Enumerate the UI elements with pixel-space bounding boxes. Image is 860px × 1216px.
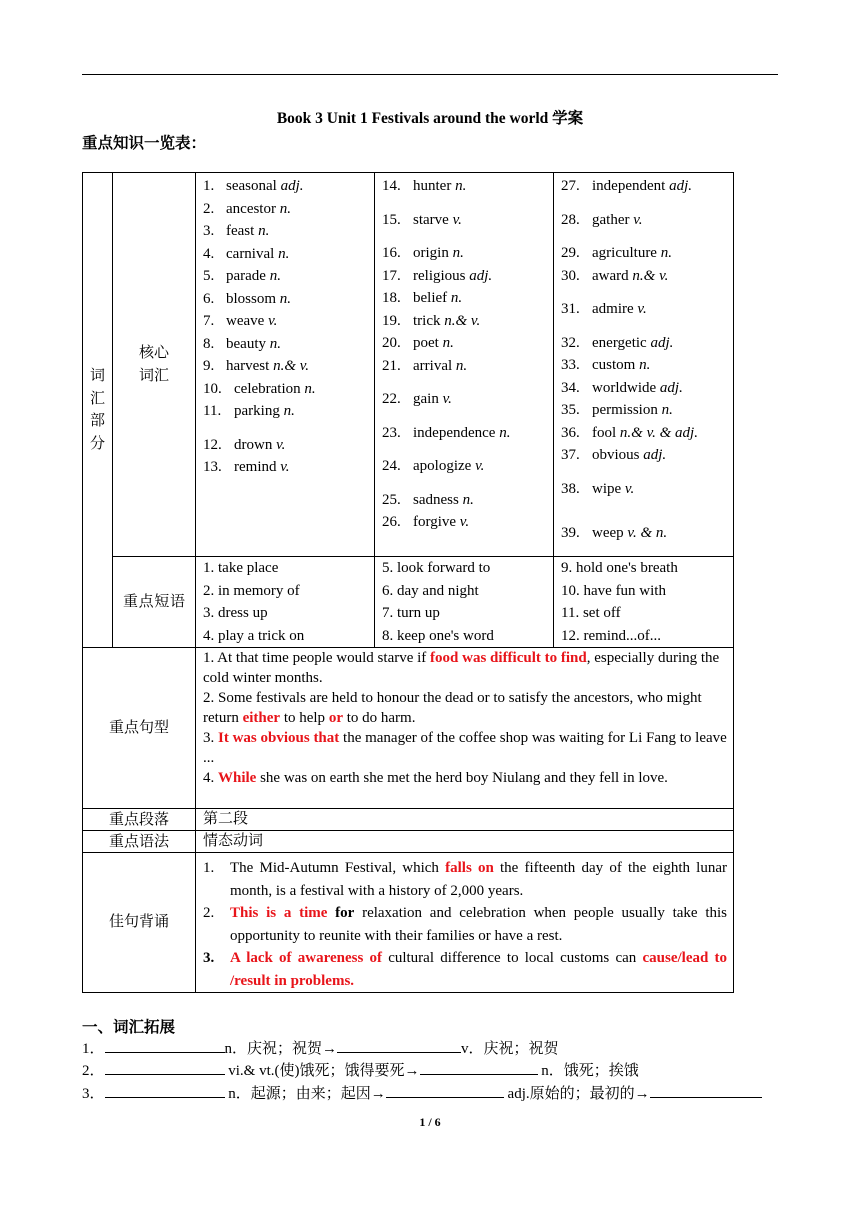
vocab-item: 22. gain v. xyxy=(382,391,452,407)
vocab-col-2 xyxy=(375,173,554,557)
vocab-item: 15. starve v. xyxy=(382,211,462,228)
vocab-item: 24. apologize v. xyxy=(382,458,485,474)
core-vocab-label: 核心词汇 xyxy=(113,173,196,557)
vocab-item: 13. remind v. xyxy=(203,459,290,475)
vocab-item: 32. energetic adj. xyxy=(561,334,674,351)
vocab-item: 5. parade n. xyxy=(203,268,281,284)
answer-blank[interactable] xyxy=(386,1083,504,1098)
exercise-1: 1． n．庆祝；祝贺→ v．庆祝；祝贺 xyxy=(82,1037,559,1058)
answer-blank[interactable] xyxy=(105,1038,225,1053)
vocab-item: 31. admire v. xyxy=(561,301,647,317)
sentence-3: 3. It was obvious that the manager of the coffee shop was waiting for Li Fang to leave ... xyxy=(203,730,727,766)
phrases-col-3 xyxy=(554,557,734,648)
vocab-col-1 xyxy=(196,173,375,557)
vocab-item: 26. forgive v. xyxy=(382,514,470,530)
section-vocab-expansion: 一、词汇拓展 xyxy=(82,1019,176,1036)
phrase-item: 8. keep one's word xyxy=(382,627,494,644)
vocab-item: 9. harvest n.& v. xyxy=(203,358,310,374)
vocab-item: 18. belief n. xyxy=(382,290,463,306)
key-sentences-label: 重点句型 xyxy=(83,648,196,809)
vocab-item: 2. ancestor n. xyxy=(203,200,291,217)
vocab-item: 14. hunter n. xyxy=(382,178,467,194)
key-grammar-label: 重点语法 xyxy=(83,831,196,853)
vocab-item: 29. agriculture n. xyxy=(561,245,672,261)
vocab-item: 34. worldwide adj. xyxy=(561,379,683,396)
sentence-2: 2. Some festivals are held to honour the dead or to satisfy the ancestors, who might return either to help or to do harm. xyxy=(203,690,702,726)
phrase-item: 4. play a trick on xyxy=(203,627,305,644)
phrases-col-2 xyxy=(375,557,554,648)
phrase-item: 3. dress up xyxy=(203,605,268,621)
exercise-2: 2． vi.& vt.(使)饿死；饿得要死→ n．饿死；挨饿 xyxy=(82,1059,639,1080)
key-phrases-label: 重点短语 xyxy=(113,557,196,648)
vocab-item: 6. blossom n. xyxy=(203,290,292,307)
key-paragraph-label: 重点段落 xyxy=(83,809,196,831)
vocab-item: 37. obvious adj. xyxy=(561,447,667,463)
answer-blank[interactable] xyxy=(105,1083,225,1098)
vocab-item: 3. feast n. xyxy=(203,223,270,239)
sentence-1: 1. At that time people would starve if food was difficult to find, especially during the cold winter months. xyxy=(203,650,720,686)
vocab-item: 25. sadness n. xyxy=(382,491,474,508)
vocab-item: 23. independence n. xyxy=(382,424,511,441)
vocab-item: 17. religious adj. xyxy=(382,267,493,284)
key-grammar-value: 情态动词 xyxy=(196,831,734,853)
phrase-item: 6. day and night xyxy=(382,582,479,599)
phrase-item: 7. turn up xyxy=(382,605,440,621)
phrase-item: 5. look forward to xyxy=(382,560,491,576)
vocab-item: 10. celebration n. xyxy=(203,380,316,397)
vocab-item: 20. poet n. xyxy=(382,335,454,351)
answer-blank[interactable] xyxy=(420,1060,538,1075)
vocab-item: 27. independent adj. xyxy=(561,178,692,194)
good-sentence-2: 2. This is a time for relaxation and celebration when people usually take this opportunity to reunite with their families or have a rest. xyxy=(203,905,728,944)
answer-blank[interactable] xyxy=(337,1038,461,1053)
vocab-item: 8. beauty n. xyxy=(203,335,281,352)
phrase-item: 11. set off xyxy=(561,605,621,621)
vocab-item: 30. award n.& v. xyxy=(561,267,669,284)
page-number: 1 / 6 xyxy=(419,1115,441,1129)
vocab-item: 16. origin n. xyxy=(382,245,464,261)
sentence-4: 4. While she was on earth she met the herd boy Niulang and they fell in love. xyxy=(203,770,668,786)
phrase-item: 9. hold one's breath xyxy=(561,560,678,576)
vocab-item: 39. weep v. & n. xyxy=(561,525,668,541)
vocab-item: 19. trick n.& v. xyxy=(382,312,481,329)
vocab-col-3 xyxy=(554,173,734,557)
key-sentences xyxy=(196,648,734,809)
page-title: Book 3 Unit 1 Festivals around the world 学案 xyxy=(276,110,584,127)
vocab-item: 7. weave v. xyxy=(203,313,278,329)
vocab-item: 28. gather v. xyxy=(561,211,643,228)
good-sentence-3: 3. A lack of awareness of cultural difference to local customs can cause/lead to /result in problems. xyxy=(203,950,728,989)
vocab-item: 11. parking n. xyxy=(203,403,295,419)
header-rule xyxy=(82,74,778,75)
vocab-item: 38. wipe v. xyxy=(561,480,635,497)
key-paragraph-value: 第二段 xyxy=(196,809,734,831)
vocab-item: 4. carnival n. xyxy=(203,245,290,262)
phrases-col-1 xyxy=(196,557,375,648)
answer-blank[interactable] xyxy=(650,1083,762,1098)
phrase-item: 10. have fun with xyxy=(561,582,666,599)
phrase-item: 12. remind...of... xyxy=(561,627,661,644)
vocab-item: 36. fool n.& v. & adj. xyxy=(561,424,698,441)
good-sentence-1: 1. The Mid-Autumn Festival, which falls on the fifteenth day of the eighth lunar month, is a festival with a history of 2,000 years. xyxy=(203,860,727,899)
vocab-item: 35. permission n. xyxy=(561,402,673,418)
phrase-item: 2. in memory of xyxy=(203,582,300,599)
good-sentences xyxy=(196,853,734,993)
vocab-item: 33. custom n. xyxy=(561,357,651,373)
page-subtitle: 重点知识一览表： xyxy=(82,135,207,152)
answer-blank[interactable] xyxy=(105,1060,225,1075)
good-sentences-label: 佳句背诵 xyxy=(83,853,196,993)
vocab-item: 12. drown v. xyxy=(203,436,286,453)
exercise-3: 3． n．起源；由来；起因→ adj.原始的；最初的→ xyxy=(82,1082,762,1103)
phrase-item: 1. take place xyxy=(203,560,279,576)
vocab-item: 21. arrival n. xyxy=(382,357,468,374)
vocab-item: 1. seasonal adj. xyxy=(203,178,304,194)
vocab-section-label: 词汇部分 xyxy=(83,173,113,648)
key-knowledge-table xyxy=(82,172,734,993)
